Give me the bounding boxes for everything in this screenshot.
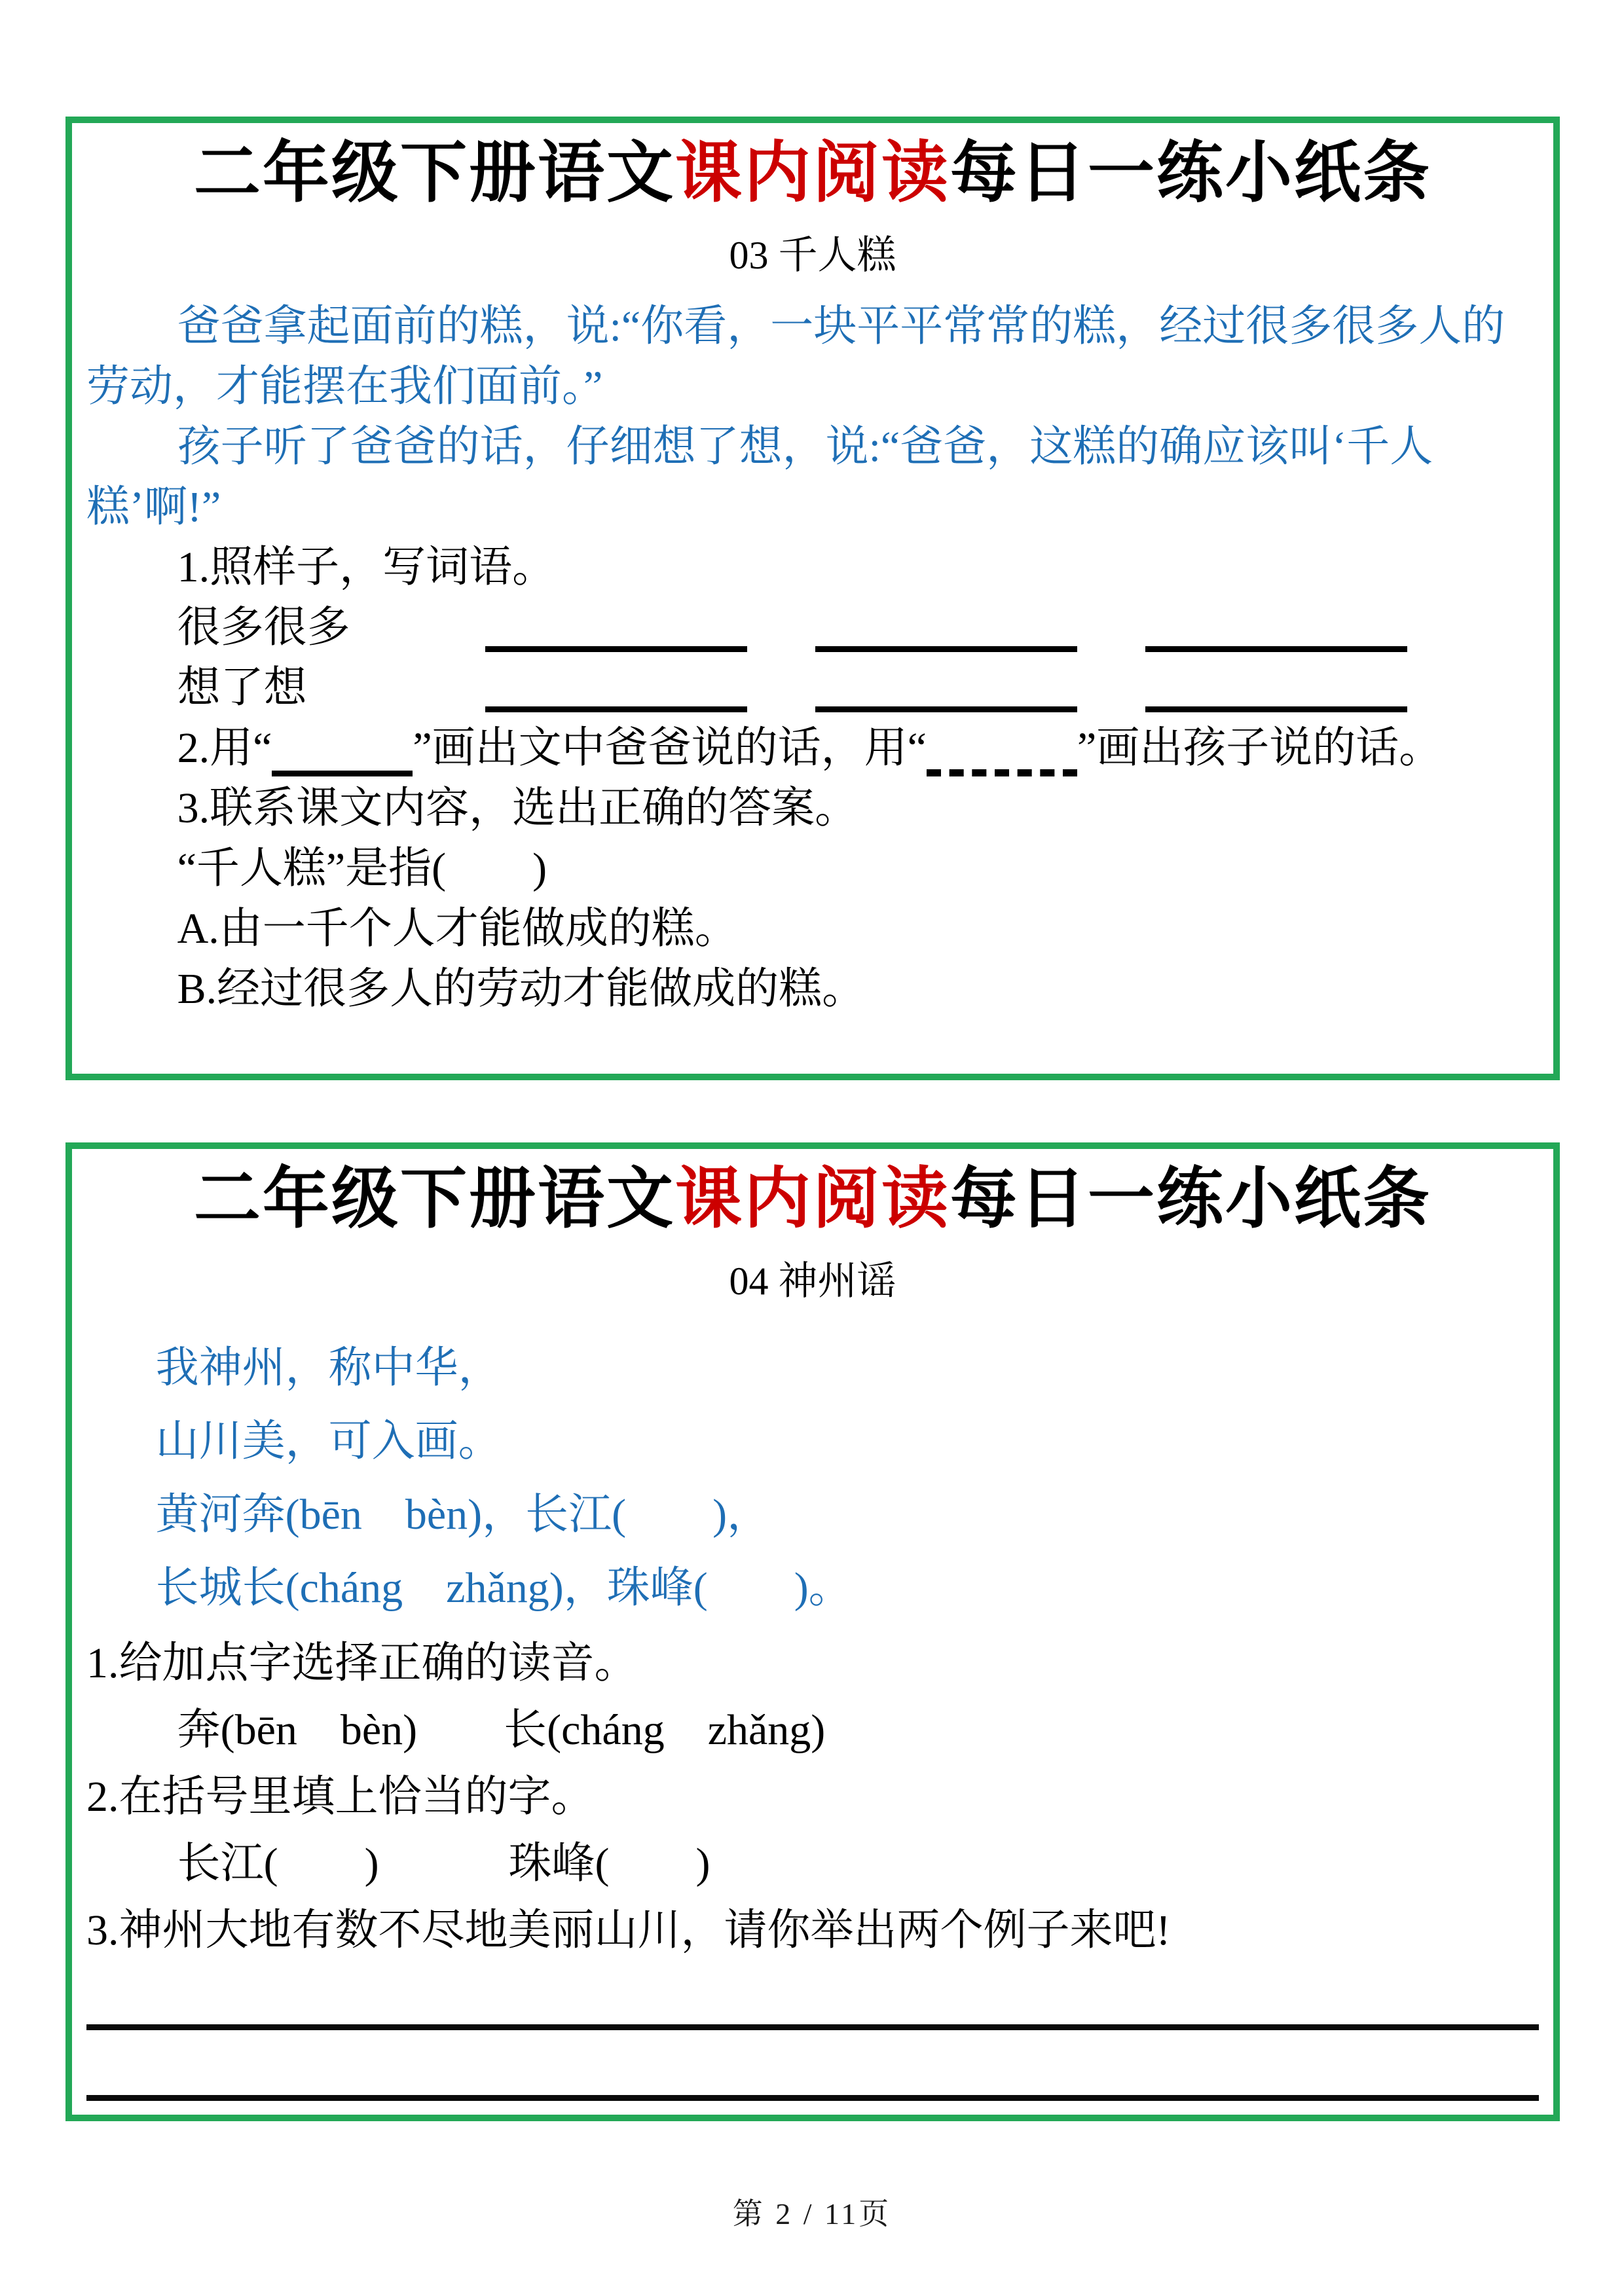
card-title-suffix: 每日一练小纸条 (950, 137, 1431, 211)
poem-line: 长城长(cháng zhǎng)，珠峰( )。 (155, 1563, 852, 1612)
question-2-blanks: 长江( ) 珠峰( ) (177, 1839, 710, 1887)
card-title (86, 1158, 1539, 1243)
lesson-number-title: 04 神州谣 (729, 1259, 896, 1303)
question-3-stem: “千人糕”是指( ) (177, 844, 547, 892)
poem-line: 我神州，称中华， (155, 1343, 502, 1392)
card-body (86, 297, 1539, 1019)
poem-line: 黄河奔(bēn bèn)，长江( )， (155, 1490, 771, 1539)
card-title-prefix: 二年级下册语文 (194, 1163, 675, 1237)
option-b: B.经过很多人的劳动才能做成的糕。 (177, 964, 866, 1013)
poem-line: 山川美，可入画。 (155, 1417, 502, 1465)
card-title-prefix: 二年级下册语文 (194, 137, 675, 211)
option-a: A.由一千个人才能做成的糕。 (177, 904, 738, 953)
answer-writing-line (86, 1964, 1539, 2030)
passage-paragraph: 孩子听了爸爸的话，仔细想了想，说:“爸爸，这糕的确应该叫‘千人糕’啊!” (86, 422, 1433, 531)
card-title-highlight: 课内阅读 (675, 1163, 950, 1237)
poem-block (86, 1332, 1539, 1625)
answer-blank-line (815, 600, 1077, 652)
question-1-choices: 奔(bēn bèn) 长(cháng zhǎng) (177, 1705, 826, 1754)
question-3: 3.联系课文内容，选出正确的答案。 (177, 784, 858, 832)
question-2-text: 2.用“ (177, 723, 272, 772)
question-1: 1.照样子，写词语。 (177, 543, 556, 591)
word-example-label: 想了想 (177, 663, 307, 712)
question-3: 3.神州大地有数不尽地美丽山川，请你举出两个例子来吧! (86, 1906, 1171, 1954)
word-example-row (86, 658, 1539, 718)
answer-blank-line (1145, 661, 1407, 712)
word-example-row (86, 598, 1539, 658)
dashed-underline-blank (927, 731, 1077, 776)
passage-paragraph: 爸爸拿起面前的糕，说:“你看，一块平平常常的糕，经过很多很多人的劳动，才能摆在我们面前。” (86, 302, 1505, 410)
word-example-label: 很多很多 (177, 603, 350, 651)
worksheet-card-03 (65, 117, 1560, 1080)
question-2-text: ”画出孩子说的话。 (1077, 723, 1443, 772)
answer-writing-line (86, 2030, 1539, 2101)
solid-underline-blank (272, 733, 413, 776)
card-title-highlight: 课内阅读 (675, 137, 950, 211)
page-number: 第 2 / 11页 (732, 2197, 892, 2231)
answer-blank-line (485, 661, 747, 712)
answer-writing-area (86, 1964, 1539, 2101)
worksheet-card-04 (65, 1142, 1560, 2121)
question-2: 2.在括号里填上恰当的字。 (86, 1772, 595, 1821)
question-1: 1.给加点字选择正确的读音。 (86, 1639, 638, 1687)
answer-blank-line (815, 661, 1077, 712)
lesson-number-title: 03 千人糕 (729, 233, 896, 277)
question-2-text: ”画出文中爸爸说的话，用“ (413, 723, 927, 772)
card-body (86, 1630, 1539, 1964)
card-title (86, 132, 1539, 217)
answer-blank-line (485, 600, 747, 652)
card-title-suffix: 每日一练小纸条 (950, 1163, 1431, 1237)
answer-blank-line (1145, 600, 1407, 652)
question-2 (86, 718, 1539, 778)
